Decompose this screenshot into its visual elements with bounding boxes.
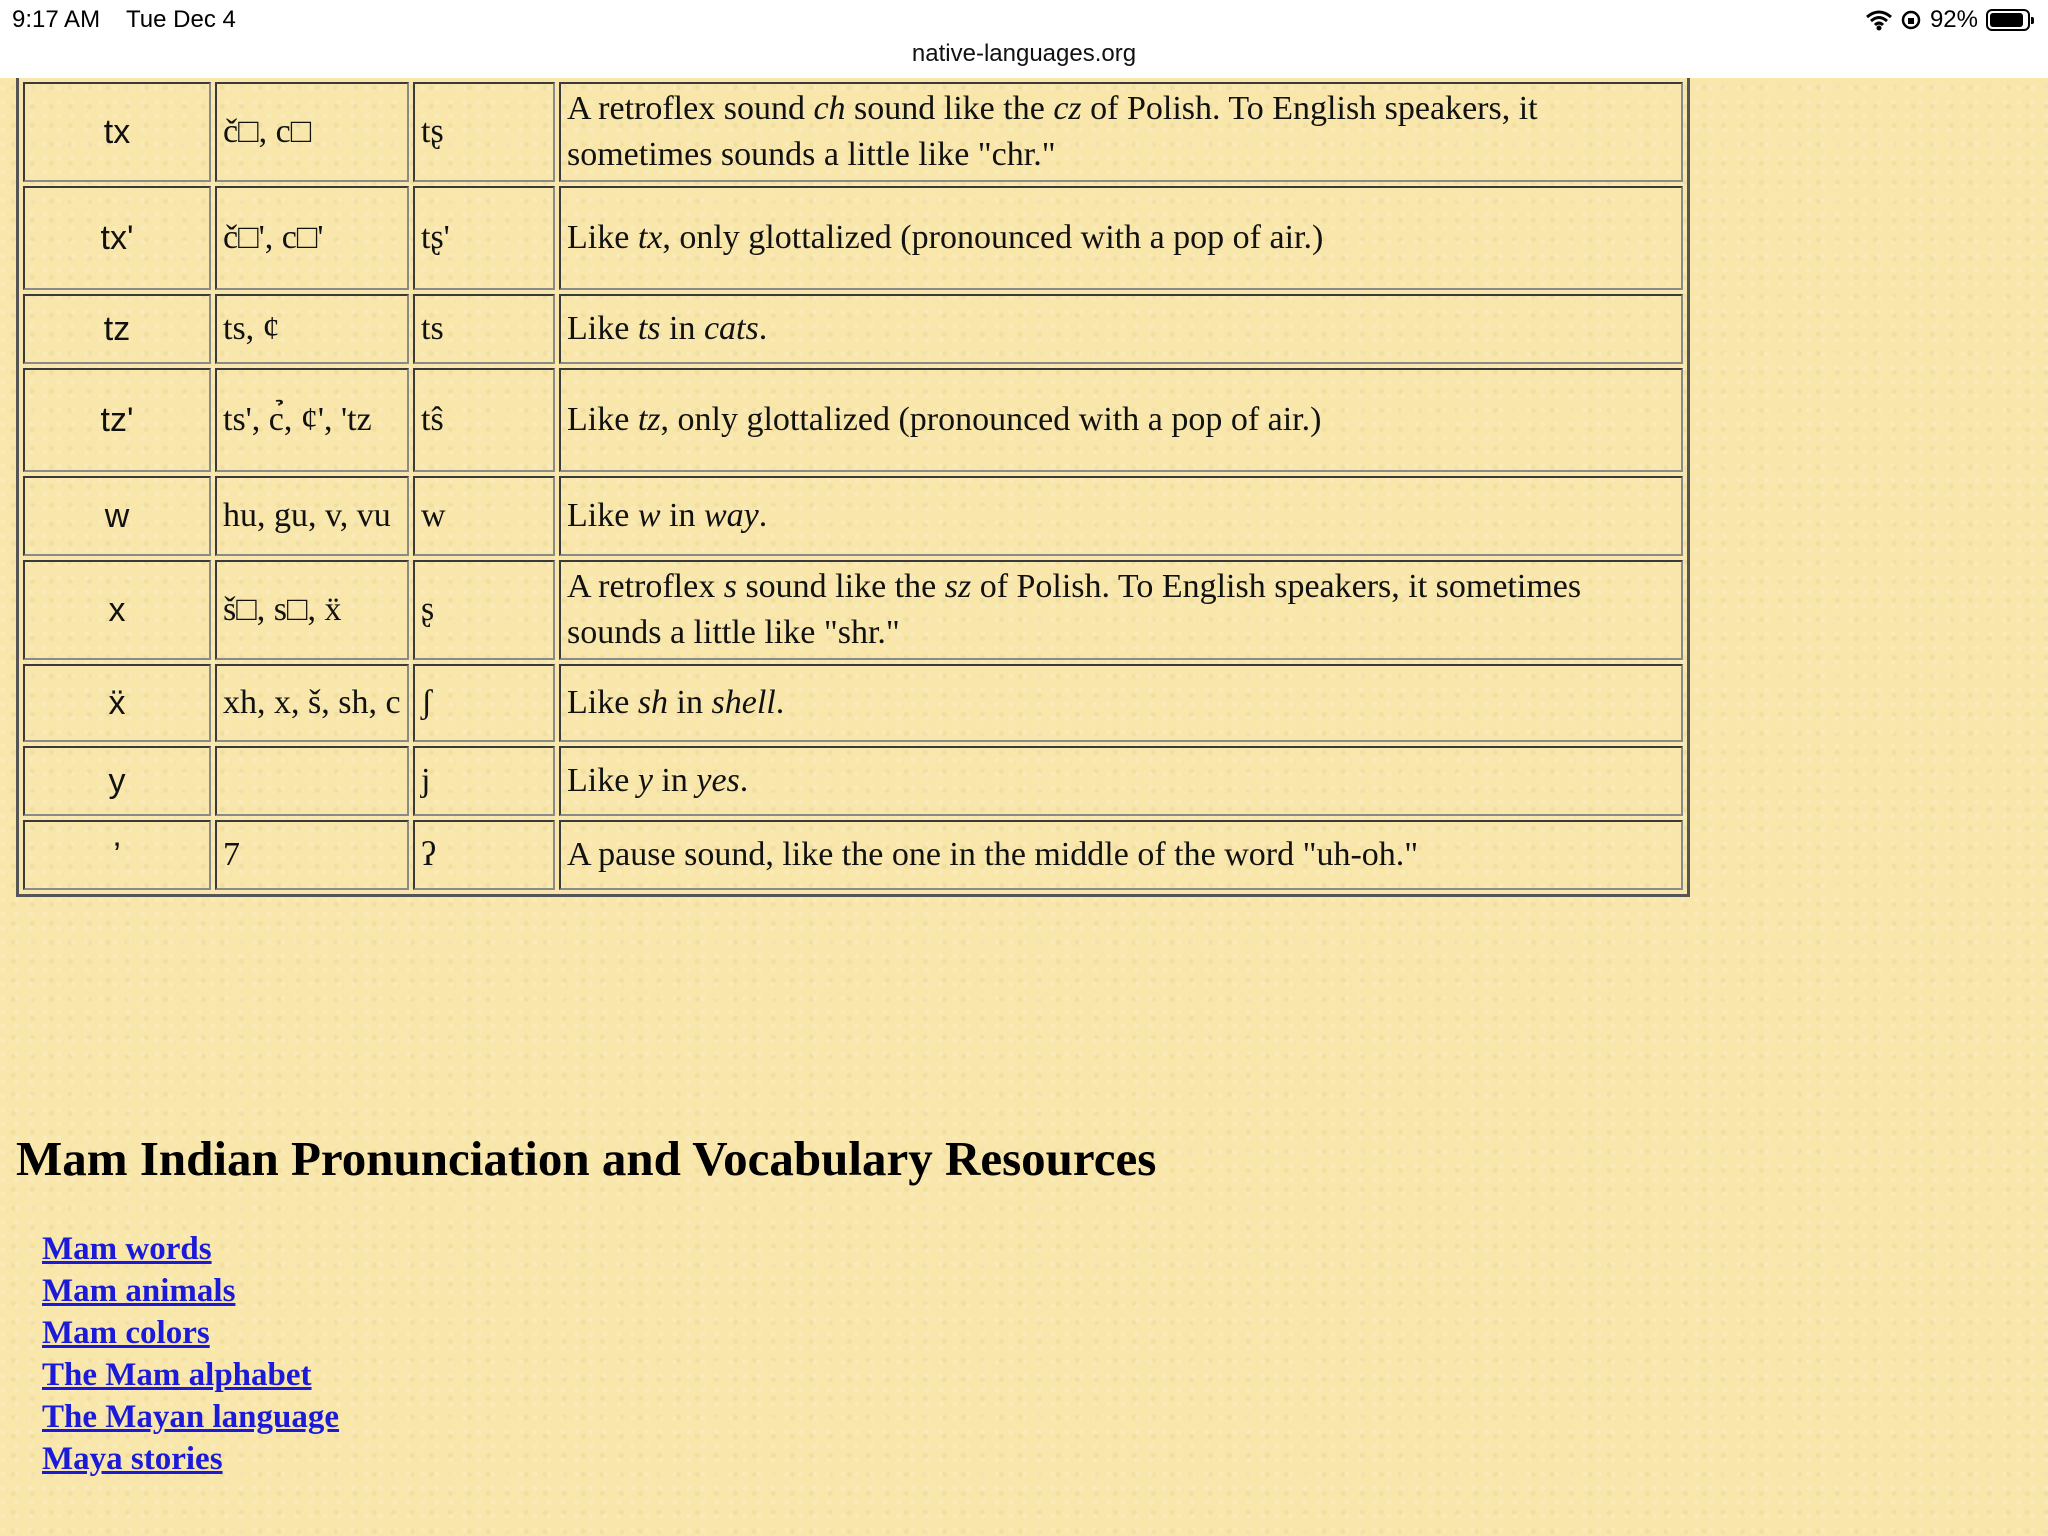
resource-link[interactable]: The Mam alphabet	[42, 1357, 312, 1393]
alternate-spellings	[215, 746, 409, 816]
resource-link[interactable]: Mam animals	[42, 1273, 236, 1309]
mam-letter: tz'	[23, 368, 211, 472]
pronunciation-description: Like w in way.	[559, 476, 1683, 556]
ipa-symbol: tʂ	[413, 82, 555, 182]
ipa-symbol: ʃ	[413, 664, 555, 742]
mam-letter: tz	[23, 294, 211, 364]
pronunciation-table-wrapper	[16, 78, 1690, 897]
status-date: Tue Dec 4	[126, 6, 236, 33]
pronunciation-table	[16, 78, 1690, 897]
pronunciation-description: A pause sound, like the one in the middle of the word "uh-oh."	[559, 820, 1683, 890]
pronunciation-description: Like tx, only glottalized (pronounced with a pop of air.)	[559, 186, 1683, 290]
ipa-symbol: w	[413, 476, 555, 556]
alternate-spellings: ts, ¢	[215, 294, 409, 364]
mam-letter: tx'	[23, 186, 211, 290]
wifi-icon	[1866, 9, 1892, 31]
resource-link[interactable]: Mam words	[42, 1231, 212, 1267]
table-row	[23, 294, 1683, 364]
table-row	[23, 82, 1683, 182]
resource-link[interactable]: Mam colors	[42, 1315, 210, 1351]
battery-percent: 92%	[1929, 6, 1978, 33]
mam-letter: w	[23, 476, 211, 556]
alternate-spellings: č□', c□'	[215, 186, 409, 290]
resource-link[interactable]: Maya stories	[42, 1441, 223, 1477]
pronunciation-description: Like y in yes.	[559, 746, 1683, 816]
alternate-spellings: š□, s□, ẍ	[215, 560, 409, 660]
table-row	[23, 560, 1683, 660]
table-row	[23, 476, 1683, 556]
alternate-spellings: hu, gu, v, vu	[215, 476, 409, 556]
table-row	[23, 820, 1683, 890]
alternate-spellings: č□, c□	[215, 82, 409, 182]
status-indicators	[1866, 6, 2030, 34]
resource-link-item	[42, 1228, 339, 1270]
table-row	[23, 186, 1683, 290]
resource-link-item	[42, 1270, 339, 1312]
resource-link-item	[42, 1396, 339, 1438]
mam-letter: tx	[23, 82, 211, 182]
ipa-symbol: tŝ	[413, 368, 555, 472]
ipa-symbol: ts	[413, 294, 555, 364]
mam-letter: x	[23, 560, 211, 660]
status-bar	[0, 0, 2048, 78]
resource-link-item	[42, 1354, 339, 1396]
status-time: 9:17 AM	[12, 6, 101, 33]
table-row	[23, 746, 1683, 816]
ipa-symbol: ʂ	[413, 560, 555, 660]
pronunciation-description: Like tz, only glottalized (pronounced with a pop of air.)	[559, 368, 1683, 472]
address-url[interactable]: native-languages.org	[911, 40, 1137, 67]
table-row	[23, 664, 1683, 742]
alternate-spellings: ts', c̉, ¢', 'tz	[215, 368, 409, 472]
pronunciation-description: A retroflex s sound like the sz of Polish. To English speakers, it sometimes sounds a little like "shr."	[559, 560, 1683, 660]
pronunciation-description: Like ts in cats.	[559, 294, 1683, 364]
ipa-symbol: ʔ	[413, 820, 555, 890]
ipa-symbol: j	[413, 746, 555, 816]
ipa-symbol: tʂ'	[413, 186, 555, 290]
pronunciation-description: A retroflex sound ch sound like the cz of Polish. To English speakers, it sometimes sounds a little like "chr."	[559, 82, 1683, 182]
mam-letter: ’	[23, 820, 211, 890]
resource-link-item	[42, 1312, 339, 1354]
resources-heading: Mam Indian Pronunciation and Vocabulary Resources	[16, 1131, 1157, 1186]
mam-letter: y	[23, 746, 211, 816]
alternate-spellings: 7	[215, 820, 409, 890]
resources-links	[42, 1228, 339, 1480]
alternate-spellings: xh, x, š, sh, c	[215, 664, 409, 742]
table-row	[23, 368, 1683, 472]
resource-link[interactable]: The Mayan language	[42, 1399, 340, 1435]
resource-link-item	[42, 1438, 339, 1480]
orientation-lock-icon	[1900, 9, 1922, 31]
battery-icon	[1986, 9, 2030, 31]
pronunciation-description: Like sh in shell.	[559, 664, 1683, 742]
mam-letter: ẍ	[23, 664, 211, 742]
